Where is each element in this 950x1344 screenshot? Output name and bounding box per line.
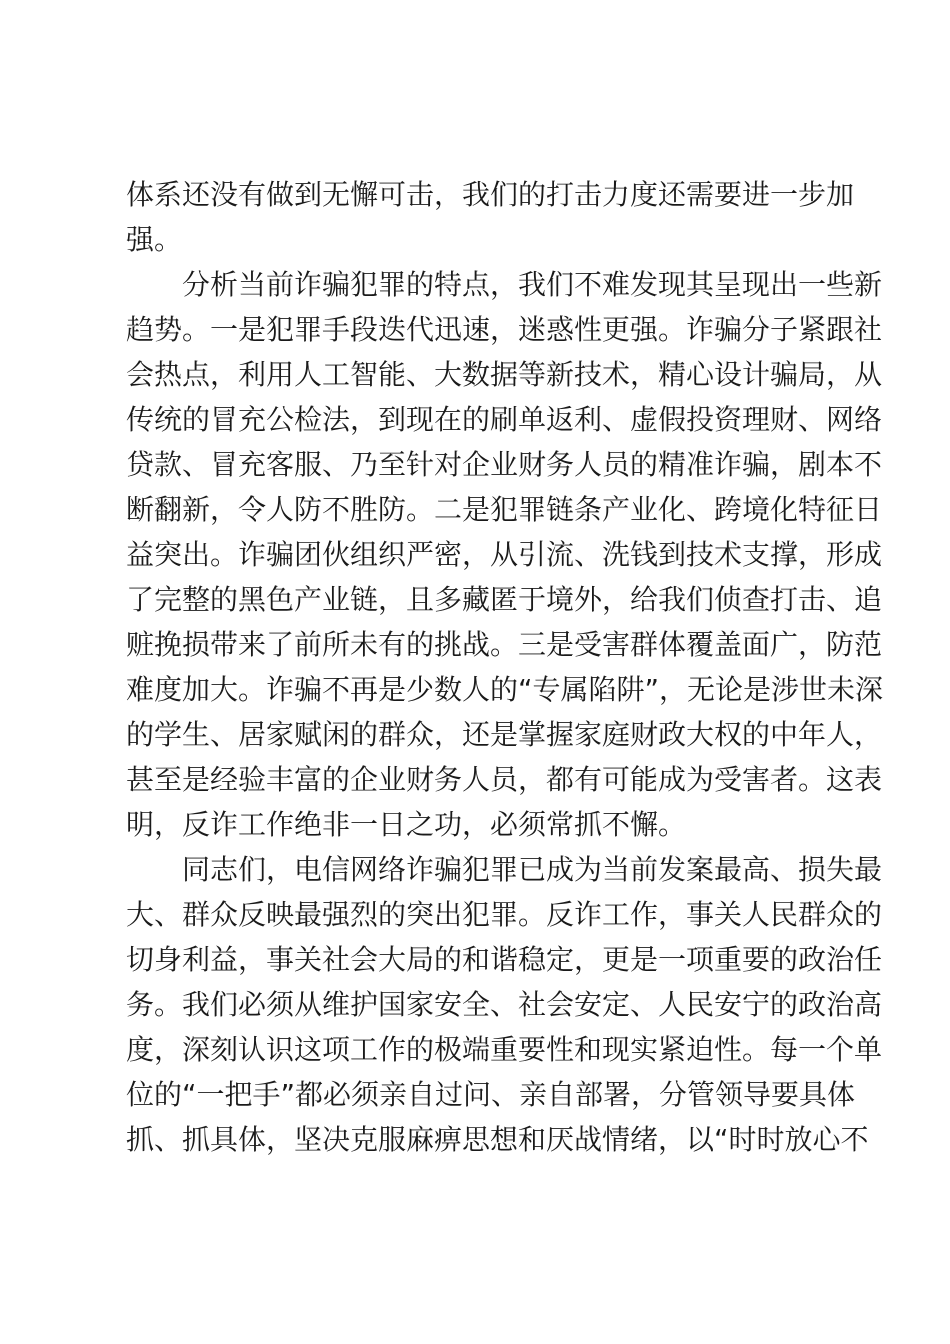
- paragraph-2-line-1: 分析当前诈骗犯罪的特点，我们不难发现其呈现出一些新: [182, 268, 883, 301]
- paragraph-2-line-8: 了完整的黑色产业链，且多藏匿于境外，给我们侦查打击、追: [126, 583, 883, 616]
- paragraph-3-line-3: 切身利益，事关社会大局的和谐稳定，更是一项重要的政治任: [126, 943, 883, 976]
- paragraph-2-line-3: 会热点，利用人工智能、大数据等新技术，精心设计骗局，从: [126, 358, 883, 391]
- paragraph-3-line-2: 大、群众反映最强烈的突出犯罪。反诈工作，事关人民群众的: [126, 898, 883, 931]
- paragraph-2-line-5: 贷款、冒充客服、乃至针对企业财务人员的精准诈骗，剧本不: [126, 448, 883, 481]
- paragraph-3-line-4: 务。我们必须从维护国家安全、社会安定、人民安宁的政治高: [126, 988, 883, 1021]
- paragraph-3-line-1: 同志们，电信网络诈骗犯罪已成为当前发案最高、损失最: [182, 853, 883, 886]
- paragraph-3-line-5: 度，深刻认识这项工作的极端重要性和现实紧迫性。每一个单: [126, 1033, 883, 1066]
- paragraph-2-line-4: 传统的冒充公检法，到现在的刷单返利、虚假投资理财、网络: [126, 403, 883, 436]
- paragraph-2-line-7: 益突出。诈骗团伙组织严密，从引流、洗钱到技术支撑，形成: [126, 538, 883, 571]
- document-body: [126, 172, 884, 1162]
- paragraph-3-line-7: 抓、抓具体，坚决克服麻痹思想和厌战情绪，以“时时放心不: [126, 1123, 869, 1156]
- paragraph-2-line-12: 甚至是经验丰富的企业财务人员，都有可能成为受害者。这表: [126, 763, 883, 796]
- paragraph-2-line-6: 断翻新，令人防不胜防。二是犯罪链条产业化、跨境化特征日: [126, 493, 883, 526]
- paragraph-1-line-1: 体系还没有做到无懈可击，我们的打击力度还需要进一步加: [126, 178, 855, 211]
- paragraph-2-line-9: 赃挽损带来了前所未有的挑战。三是受害群体覆盖面广，防范: [126, 628, 883, 661]
- paragraph-3-line-6: 位的“一把手”都必须亲自过问、亲自部署，分管领导要具体: [126, 1078, 856, 1111]
- paragraph-2-line-2: 趋势。一是犯罪手段迭代迅速，迷惑性更强。诈骗分子紧跟社: [126, 313, 883, 346]
- paragraph-2-line-11: 的学生、居家赋闲的群众，还是掌握家庭财政大权的中年人，: [126, 718, 883, 751]
- paragraph-1-line-2: 强。: [126, 223, 183, 256]
- paragraph-2-line-10: 难度加大。诈骗不再是少数人的“专属陷阱”，无论是涉世未深: [126, 673, 884, 706]
- paragraph-2-line-13: 明，反诈工作绝非一日之功，必须常抓不懈。: [126, 808, 687, 841]
